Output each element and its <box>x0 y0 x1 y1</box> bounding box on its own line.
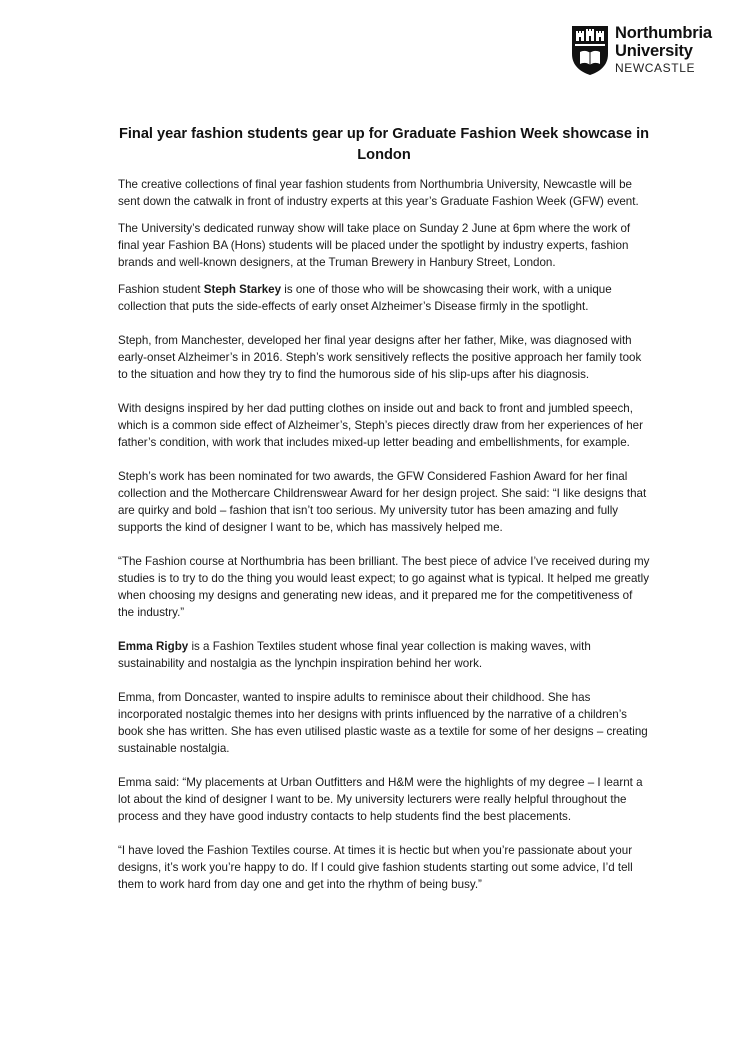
paragraph-steph-intro <box>118 281 650 315</box>
student-name-emma: Emma Rigby <box>118 640 189 653</box>
paragraph-emma-quote: “I have loved the Fashion Textiles course. At times it is hectic but when you’re passionate about your designs, it’s work you’re happy to do. If I could give fashion students starting out some advice, I’d tell them to work hard from day one and get into the rhythm of being busy.” <box>118 844 633 891</box>
university-crest-icon <box>571 24 609 76</box>
paragraph-steph-quote: “The Fashion course at Northumbria has been brilliant. The best piece of advice I’ve received during my studies is to try to do the thing you would least expect; to go against what is typical. It helped me greatly when choosing my designs and generating new ideas, and it prepared me for the competitiveness of the industry.” <box>118 555 650 619</box>
logo-wordmark-northumbria: Northumbria <box>615 24 712 42</box>
logo-wordmark-newcastle: NEWCASTLE <box>615 61 696 75</box>
paragraph-steph-awards: Steph’s work has been nominated for two awards, the GFW Considered Fashion Award for her final collection and the Mothercare Childrenswear Award for her design project. She said: “I like designs that are quirky and bold – fashion that isn’t too serious. My university tutor has been amazing and fully supports the kind of designer I want to be, which has massively helped me. <box>118 470 647 534</box>
paragraph-emma-background: Emma, from Doncaster, wanted to inspire adults to reminisce about their childhood. She has incorporated nostalgic themes into her designs with prints influenced by the narrative of a children’s book she has written. She has even utilised plastic waste as a textile for some of her designs – creating sustainable nostalgia. <box>118 691 648 755</box>
paragraph-runway-show: The University’s dedicated runway show will take place on Sunday 2 June at 6pm where the work of final year Fashion BA (Hons) students will be placed under the spotlight by industry experts, fashion brands and well-known designers, at the Truman Brewery in Hanbury Street, London. <box>118 222 631 269</box>
university-logo <box>571 24 712 76</box>
press-release-body <box>118 124 650 903</box>
paragraph-steph-intro-pre: Fashion student <box>118 283 204 296</box>
paragraph-emma-intro <box>118 638 650 672</box>
paragraph-intro: The creative collections of final year fashion students from Northumbria University, Newcastle will be sent down the catwalk in front of industry experts at this year’s Graduate Fashion Week (GFW) event. <box>118 178 639 208</box>
paragraph-emma-placements: Emma said: “My placements at Urban Outfitters and H&M were the highlights of my degree – I learnt a lot about the kind of designer I want to be. My university lecturers were really helpful throughout the process and they have good industry contacts to help students find the best placements. <box>118 776 643 823</box>
student-name-steph: Steph Starkey <box>203 283 282 296</box>
paragraph-emma-intro-post: is a Fashion Textiles student whose final year collection is making waves, with sustainability and nostalgia as the lynchpin inspiration behind her work. <box>118 640 591 670</box>
article-title: Final year fashion students gear up for Graduate Fashion Week showcase in London <box>118 126 650 163</box>
paragraph-steph-designs: With designs inspired by her dad putting clothes on inside out and back to front and jumbled speech, which is a common side effect of Alzheimer’s, Steph’s pieces directly draw from her experiences of her father’s condition, with work that includes mixed-up letter beading and embellishments, for example. <box>118 402 643 449</box>
logo-wordmark-university: University <box>615 41 693 60</box>
paragraph-steph-intro-post: is one of those who will be showcasing their work, with a unique collection that puts the side-effects of early onset Alzheimer’s Disease firmly in the spotlight. <box>118 283 612 313</box>
paragraph-steph-background: Steph, from Manchester, developed her final year designs after her father, Mike, was diagnosed with early-onset Alzheimer’s in 2016. Steph’s work sensitively reflects the positive approach her family took to the situation and how they try to find the humorous side of his slip-ups after his diagnosis. <box>118 334 642 381</box>
